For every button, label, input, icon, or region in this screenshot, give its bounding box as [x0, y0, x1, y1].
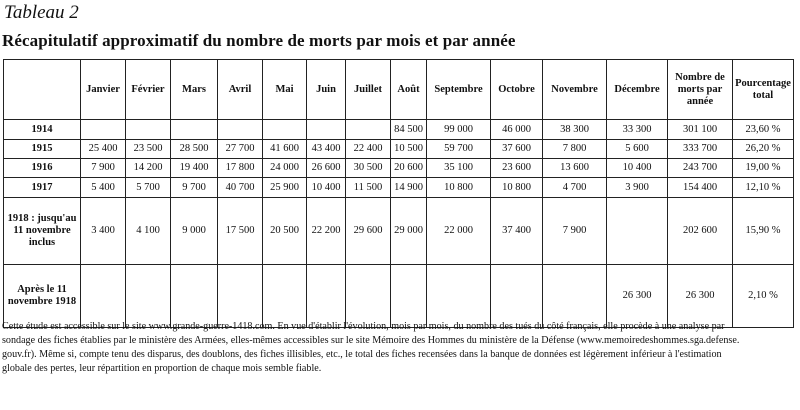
table-cell: 46 000 — [491, 120, 543, 140]
table-cell: 9 000 — [171, 198, 218, 265]
table-cell: 10 500 — [391, 140, 427, 159]
header-cell: Septembre — [427, 60, 491, 120]
row-label: 1914 — [4, 120, 81, 140]
table-cell: 5 400 — [81, 178, 126, 198]
table-cell: 28 500 — [171, 140, 218, 159]
table-cell: 24 000 — [263, 159, 307, 178]
note-line: globale des pertes, leur répartition en proportion de chaque mois semble fiable. — [2, 363, 322, 374]
table-cell — [307, 120, 346, 140]
header-cell: Janvier — [81, 60, 126, 120]
table-cell — [307, 265, 346, 328]
table-cell: 5 700 — [126, 178, 171, 198]
table-cell: 43 400 — [307, 140, 346, 159]
table-cell: 38 300 — [543, 120, 607, 140]
table-cell: 33 300 — [607, 120, 668, 140]
table-cell — [218, 120, 263, 140]
table-cell: 29 000 — [391, 198, 427, 265]
table-cell: 3 400 — [81, 198, 126, 265]
table-cell: 9 700 — [171, 178, 218, 198]
table-cell: 4 100 — [126, 198, 171, 265]
table-cell — [126, 265, 171, 328]
table-row — [4, 159, 794, 178]
table-cell: 23,60 % — [733, 120, 794, 140]
table-title: Récapitulatif approximatif du nombre de morts par mois et par année — [2, 31, 516, 50]
note-line: gouv.fr). Même si, compte tenu des disparus, des doublons, des fiches illisibles, etc., le total des fiches recensées dans la banque de données est légèrement inférieur à l'estimation — [2, 349, 722, 360]
table-cell: 2,10 % — [733, 265, 794, 328]
table-row — [4, 120, 794, 140]
table-cell: 19 400 — [171, 159, 218, 178]
source-note — [2, 320, 798, 376]
header-row — [4, 60, 794, 120]
table-cell: 14 900 — [391, 178, 427, 198]
table-cell: 14 200 — [126, 159, 171, 178]
table-cell: 7 900 — [543, 198, 607, 265]
header-cell: Décembre — [607, 60, 668, 120]
table-row — [4, 198, 794, 265]
table-row — [4, 265, 794, 328]
table-cell: 59 700 — [427, 140, 491, 159]
table-cell: 26,20 % — [733, 140, 794, 159]
table-cell: 25 900 — [263, 178, 307, 198]
table-cell — [427, 265, 491, 328]
header-cell: Octobre — [491, 60, 543, 120]
row-label: 1916 — [4, 159, 81, 178]
table-cell — [263, 265, 307, 328]
table-cell: 333 700 — [668, 140, 733, 159]
table-cell — [543, 265, 607, 328]
table-row — [4, 178, 794, 198]
table-cell: 99 000 — [427, 120, 491, 140]
table-cell: 27 700 — [218, 140, 263, 159]
table-cell: 30 500 — [346, 159, 391, 178]
table-cell: 11 500 — [346, 178, 391, 198]
table-cell: 37 400 — [491, 198, 543, 265]
table-cell: 23 600 — [491, 159, 543, 178]
deaths-table — [3, 59, 794, 328]
table-cell — [263, 120, 307, 140]
table-cell: 26 300 — [668, 265, 733, 328]
table-cell: 40 700 — [218, 178, 263, 198]
table-cell: 22 000 — [427, 198, 491, 265]
table-cell: 202 600 — [668, 198, 733, 265]
table-cell: 13 600 — [543, 159, 607, 178]
header-cell: Pourcentage total — [733, 60, 794, 120]
table-cell: 243 700 — [668, 159, 733, 178]
table-cell: 15,90 % — [733, 198, 794, 265]
header-cell: Août — [391, 60, 427, 120]
table-number-label: Tableau 2 — [4, 2, 79, 23]
table-cell: 22 200 — [307, 198, 346, 265]
table-cell: 301 100 — [668, 120, 733, 140]
table-cell: 84 500 — [391, 120, 427, 140]
note-line: Cette étude est accessible sur le site www.grande-guerre-1418.com. En vue d'établir l'évolution, mois par mois, du nombre des tués du côté français, elle procède à une analyse par — [2, 321, 725, 332]
table-cell: 7 900 — [81, 159, 126, 178]
row-label: 1917 — [4, 178, 81, 198]
table-cell: 5 600 — [607, 140, 668, 159]
table-cell: 22 400 — [346, 140, 391, 159]
table-cell: 17 800 — [218, 159, 263, 178]
table-cell: 20 500 — [263, 198, 307, 265]
table-cell: 41 600 — [263, 140, 307, 159]
table-cell — [607, 198, 668, 265]
table-cell: 4 700 — [543, 178, 607, 198]
table-cell: 23 500 — [126, 140, 171, 159]
table-cell: 37 600 — [491, 140, 543, 159]
table-cell — [126, 120, 171, 140]
table-cell: 26 600 — [307, 159, 346, 178]
header-cell: Nombre de morts par année — [668, 60, 733, 120]
table-cell: 10 400 — [607, 159, 668, 178]
row-label: 1918 : jusqu'au 11 novembre inclus — [4, 198, 81, 265]
table-cell: 3 900 — [607, 178, 668, 198]
table-row — [4, 140, 794, 159]
table-cell: 154 400 — [668, 178, 733, 198]
table-cell: 10 800 — [427, 178, 491, 198]
table-cell: 25 400 — [81, 140, 126, 159]
table-cell: 29 600 — [346, 198, 391, 265]
header-cell: Mars — [171, 60, 218, 120]
table-cell: 19,00 % — [733, 159, 794, 178]
header-cell — [4, 60, 81, 120]
header-cell: Février — [126, 60, 171, 120]
table-cell — [81, 265, 126, 328]
table-cell — [391, 265, 427, 328]
table-cell — [218, 265, 263, 328]
table-cell — [491, 265, 543, 328]
note-line: sondage des fiches établies par le ministère des Armées, elles-mêmes accessibles sur le site Mémoire des Hommes du ministère de la Défense (www.memoiredeshommes.sga.defense. — [2, 335, 740, 346]
header-cell: Mai — [263, 60, 307, 120]
table-cell: 12,10 % — [733, 178, 794, 198]
header-cell: Novembre — [543, 60, 607, 120]
table-cell — [171, 120, 218, 140]
header-cell: Juillet — [346, 60, 391, 120]
table-cell: 35 100 — [427, 159, 491, 178]
table-cell: 20 600 — [391, 159, 427, 178]
row-label: Après le 11 novembre 1918 — [4, 265, 81, 328]
table-cell: 10 800 — [491, 178, 543, 198]
table-cell — [171, 265, 218, 328]
table-cell: 26 300 — [607, 265, 668, 328]
header-cell: Avril — [218, 60, 263, 120]
header-cell: Juin — [307, 60, 346, 120]
row-label: 1915 — [4, 140, 81, 159]
table-cell: 10 400 — [307, 178, 346, 198]
table-cell — [346, 120, 391, 140]
table-cell: 7 800 — [543, 140, 607, 159]
table-cell: 17 500 — [218, 198, 263, 265]
table-cell — [346, 265, 391, 328]
table-cell — [81, 120, 126, 140]
